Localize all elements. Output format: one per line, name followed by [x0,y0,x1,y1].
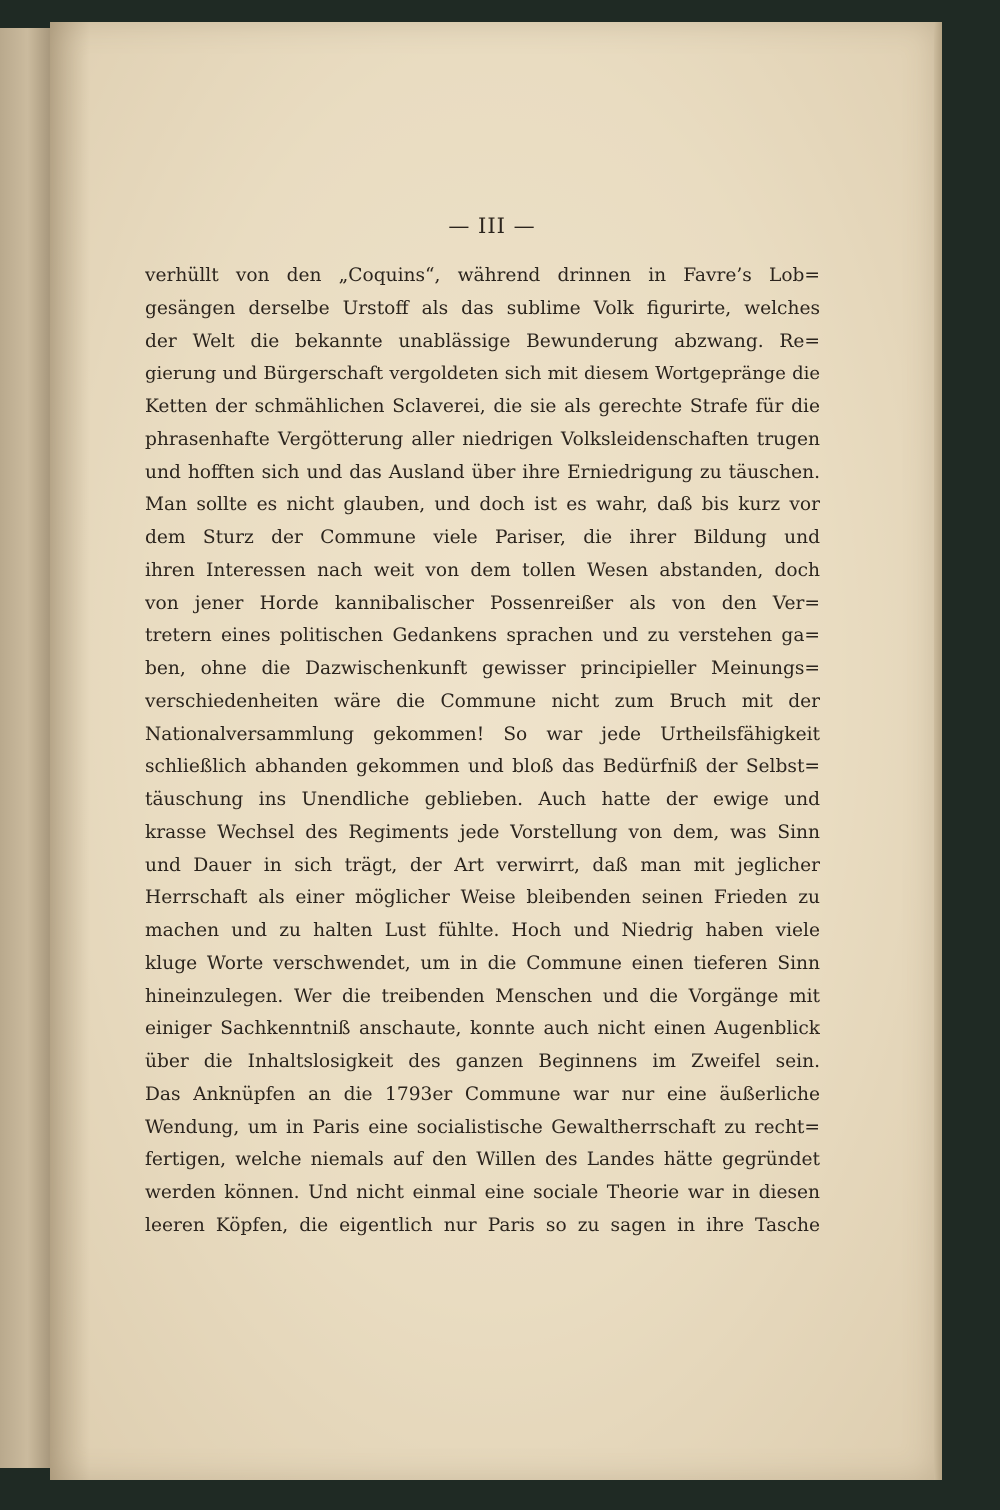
text-line: hineinzulegen. Wer die treibenden Menschen und die Vorgänge mit [145,985,820,1007]
text-line: gierung und Bürgerschaft vergoldeten sich mit diesem Wortgepränge die [145,363,820,385]
text-line: täuschung ins Unendliche geblieben. Auch hatte der ewige und [145,789,820,810]
text-line: gesängen derselbe Urstoff als das sublime Volk figurirte, welches [145,297,820,319]
text-line: verschiedenheiten wäre die Commune nicht zum Bruch mit der [145,690,820,712]
body-text [145,260,820,1243]
text-line: werden können. Und nicht einmal eine sociale Theorie war in diesen [145,1182,820,1203]
text-line: Ketten der schmählichen Sclaverei, die sie als gerechte Strafe für die [145,396,820,417]
text-line: einiger Sachkenntniß anschaute, konnte auch nicht einen Augenblick [145,1018,820,1040]
text-line: und Dauer in sich trägt, der Art verwirrt, daß man mit jeglicher [145,854,820,876]
page-number: — III — [448,214,536,238]
text-line: ben, ohne die Dazwischenkunft gewisser principieller Meinungs= [145,658,820,679]
previous-page-edge [0,28,52,1468]
text-line: Herrschaft als einer möglicher Weise bleibenden seinen Frieden zu [145,887,820,909]
book-page [50,22,934,1480]
text-line: Nationalversammlung gekommen! So war jede Urtheilsfähigkeit [145,723,820,745]
text-line: schließlich abhanden gekommen und bloß das Bedürfniß der Selbst= [145,756,820,778]
text-line: der Welt die bekannte unablässige Bewunderung abzwang. Re= [145,330,820,352]
text-line: krasse Wechsel des Regiments jede Vorstellung von dem, was Sinn [145,821,820,843]
text-line: ihren Interessen nach weit von dem tollen Wesen abstanden, doch [145,559,820,581]
gutter-shadow [50,22,90,1480]
text-line: Das Anknüpfen an die 1793er Commune war nur eine äußerliche [145,1083,820,1105]
text-line: tretern eines politischen Gedankens sprachen und zu verstehen ga= [145,625,820,647]
text-line: und hofften sich und das Ausland über ihre Erniedrigung zu täuschen. [145,461,820,483]
text-line: verhüllt von den „Coquins“, während drinnen in Favre’s Lob= [145,265,820,286]
text-line: phrasenhafte Vergötterung aller niedrigen Volksleidenschaften trugen [145,428,820,450]
text-line: fertigen, welche niemals auf den Willen des Landes hätte gegründet [145,1149,820,1171]
page-edge-right [934,22,942,1480]
text-line: kluge Worte verschwendet, um in die Commune einen tieferen Sinn [145,952,820,974]
text-line: über die Inhaltslosigkeit des ganzen Beginnens im Zweifel sein. [145,1051,820,1072]
text-line: Man sollte es nicht glauben, und doch ist es wahr, daß bis kurz vor [145,494,820,516]
text-line: leeren Köpfen, die eigentlich nur Paris so zu sagen in ihre Tasche [145,1214,820,1236]
text-line: dem Sturz der Commune viele Pariser, die ihrer Bildung und [145,527,820,548]
text-line: Wendung, um in Paris eine socialistische Gewaltherrschaft zu recht= [145,1116,820,1138]
text-line: von jener Horde kannibalischer Possenreißer als von den Ver= [145,592,820,614]
text-line: machen und zu halten Lust fühlte. Hoch und Niedrig haben viele [145,920,820,941]
